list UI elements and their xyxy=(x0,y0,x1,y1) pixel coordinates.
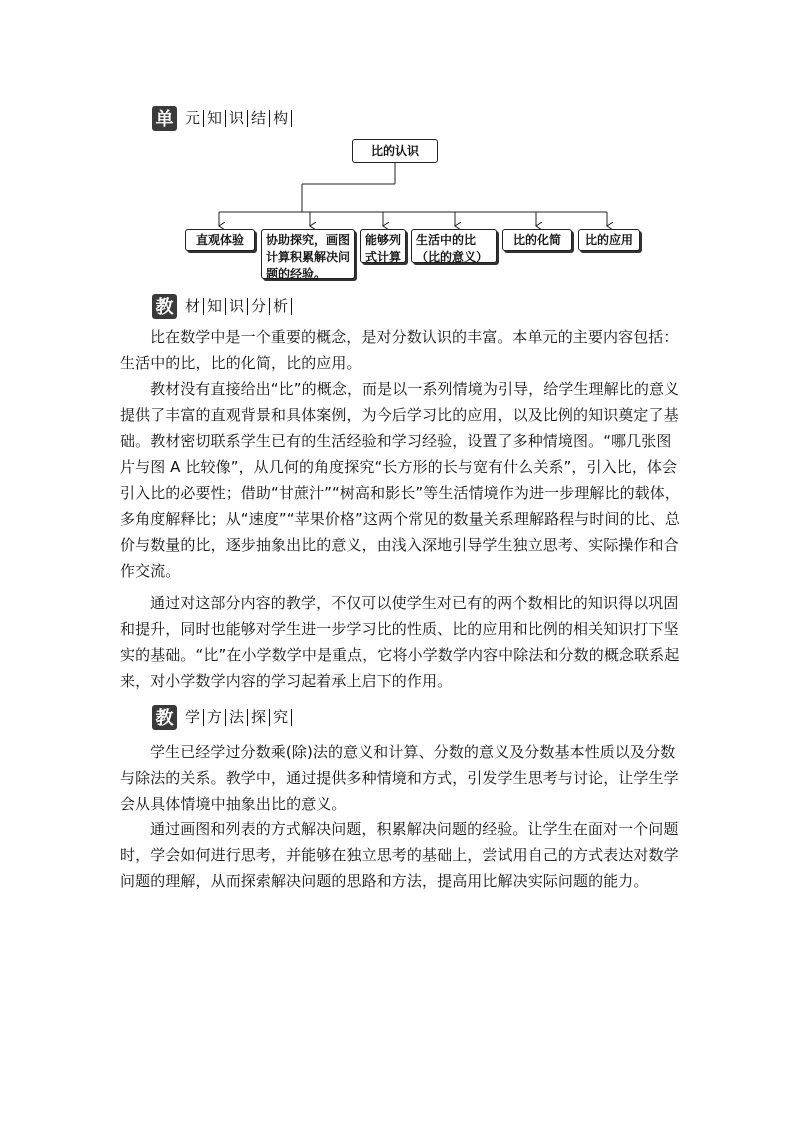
section-title-char: 知 xyxy=(204,298,226,315)
section-title-char: 材 xyxy=(182,298,204,315)
section-header-teaching-methods xyxy=(152,703,292,731)
section-title xyxy=(182,298,292,315)
section-title-char: 识 xyxy=(226,110,248,127)
section-title-char: 构 xyxy=(270,110,292,127)
knowledge-structure-diagram xyxy=(0,0,794,300)
section-badge: 单 xyxy=(152,106,177,131)
diagram-node-ratio-application: 比的应用 xyxy=(578,229,640,251)
paragraph-problem-solving: 通过画图和列表的方式解决问题，积累解决问题的经验。让学生在面对一个问题时，学会如何进行思考，并能够在独立思考的基础上，尝试用自己的方式表达对数学问题的理解，从而探索解决问题的思路和方法，提高用比解决实际问题的能力。 xyxy=(120,820,679,890)
diagram-node-intuitive-experience: 直观体验 xyxy=(185,229,255,251)
section-title-char: 分 xyxy=(248,298,270,315)
section-badge: 教 xyxy=(152,294,177,319)
section-title xyxy=(182,709,292,726)
section-title-char: 探 xyxy=(248,709,270,726)
section-badge: 教 xyxy=(152,705,177,730)
section-title-char: 结 xyxy=(248,110,270,127)
section-title-char: 识 xyxy=(226,298,248,315)
section-header-textbook-analysis xyxy=(152,292,292,320)
section-title-char: 法 xyxy=(226,709,248,726)
paragraph-teaching-value: 通过对这部分内容的教学，不仅可以使学生对已有的两个数相比的知识得以巩固和提升，同时也能够对学生进一步学习比的性质、比的应用和比例的相关知识打下坚实的基础。“比”在小学数学中是重点，它将小学数学内容中除法和分数的概念联系起来，对小学数学内容的学习起着承上启下的作用。 xyxy=(120,594,680,690)
section-title-char: 元 xyxy=(182,110,204,127)
diagram-node-ratio-in-life: 生活中的比（比的意义） xyxy=(411,229,497,263)
section-title-char: 方 xyxy=(204,709,226,726)
diagram-node-calculation: 能够列式计算 xyxy=(360,229,406,263)
section-title-char: 究 xyxy=(270,709,292,726)
diagram-node-collaborative-inquiry: 协助探究，画图计算积累解决问题的经验。 xyxy=(261,229,355,279)
section-title-char: 知 xyxy=(204,110,226,127)
paragraph-prior-knowledge: 学生已经学过分数乘(除)法的意义和计算、分数的意义及分数基本性质以及分数与除法的关系。教学中，通过提供多种情境和方式，引发学生思考与讨论，让学生学会从具体情境中抽象出比的意义。 xyxy=(120,743,679,813)
diagram-node-ratio-simplify: 比的化简 xyxy=(502,229,572,251)
paragraph-intro: 比在数学中是一个重要的概念，是对分数认识的丰富。本单元的主要内容包括：生活中的比，比的化简，比的应用。 xyxy=(120,328,679,372)
section-title-char: 学 xyxy=(182,709,204,726)
diagram-root-node: 比的认识 xyxy=(352,139,438,163)
paragraph-textbook-context: 教材没有直接给出“比”的概念，而是以一系列情境为引导，给学生理解比的意义提供了丰富的直观背景和具体案例，为今后学习比的应用，以及比例的知识奠定了基础。教材密切联系学生已有的生活经验和学习经验，设置了多种情境图。“哪几张图片与图 A 比较像”，从几何的角度探究“长方形的长与宽有什么关系”，引入比，体会引入比的必要性；借助“甘蔗汁”“树高和影长”等生活情境作为进一步理解比的载体，多角度解释比；从“速度”“苹果价格”这两个常见的数量关系理解路程与时间的比、总价与数量的比，逐步抽象出比的意义，由浅入深地引导学生独立思考、实际操作和合作交流。 xyxy=(120,380,680,580)
section-title-char: 析 xyxy=(270,298,292,315)
